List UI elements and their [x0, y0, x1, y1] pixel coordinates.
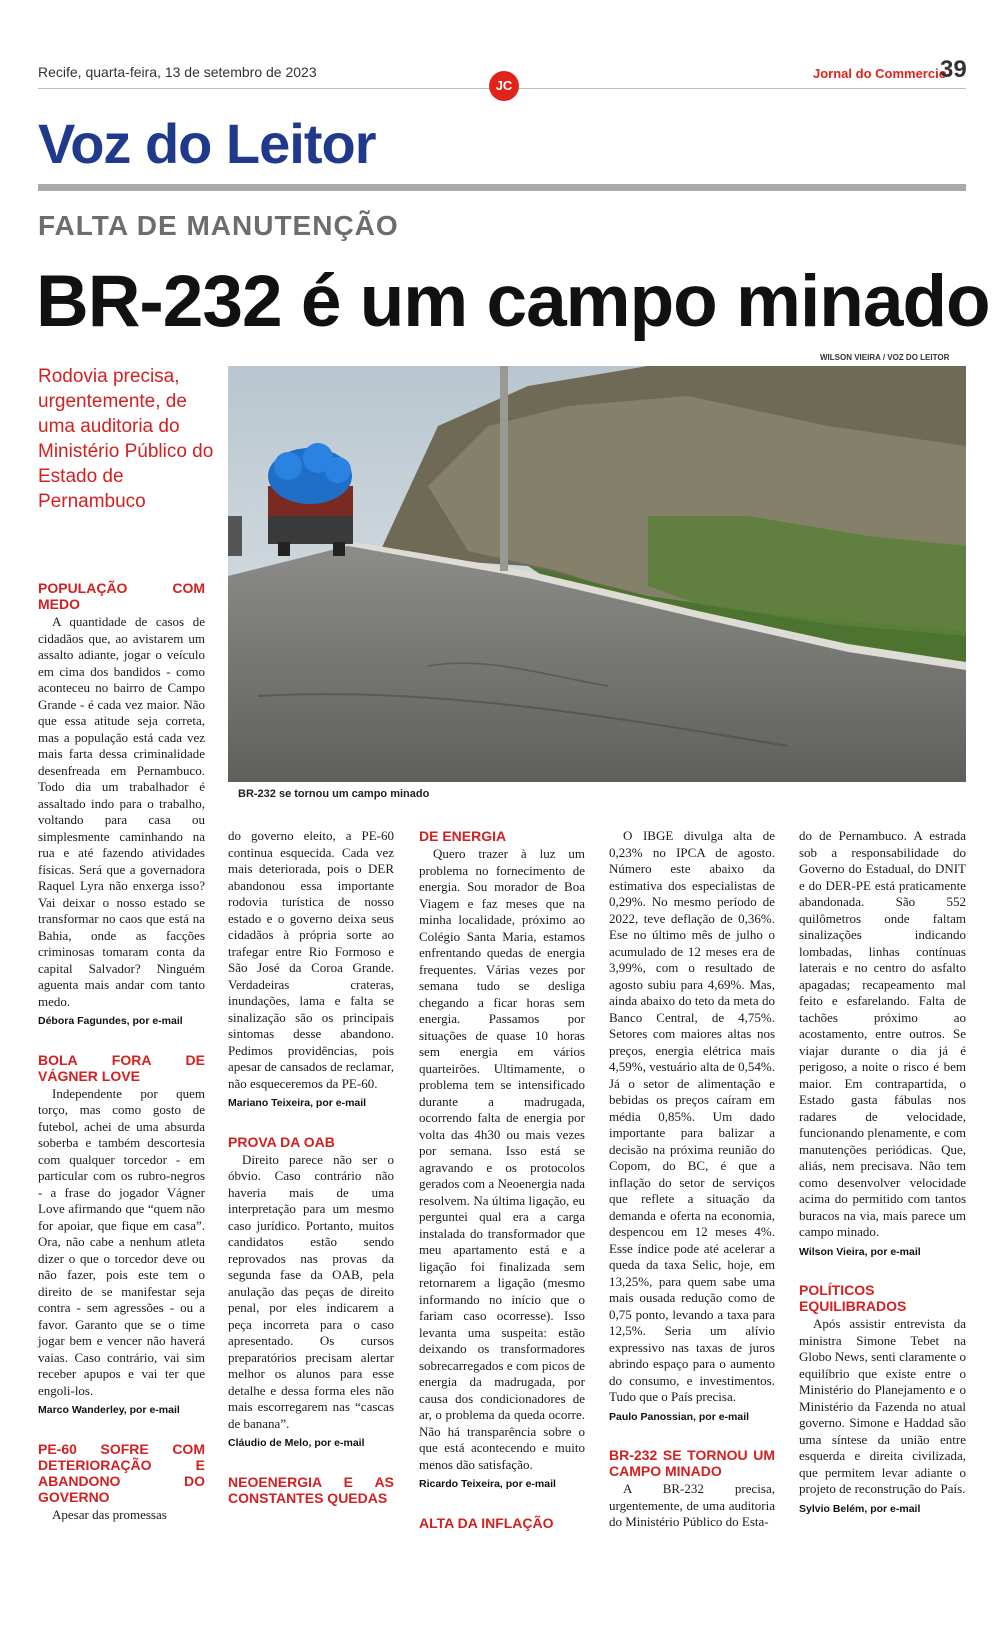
- letter-title-oab: PROVA DA OAB: [228, 1133, 335, 1150]
- section-title: Voz do Leitor: [38, 112, 376, 175]
- headline: BR-232 é um campo minado: [36, 261, 990, 342]
- subheadline: Rodovia precisa, urgentemente, de uma auditoria do Ministério Público do Estado de Pernambuco: [38, 366, 214, 512]
- section-divider: [38, 184, 966, 191]
- letter-body-oab: Direito parece não ser o óbvio. Caso contrário não haveria mais de uma interpretação para um mesmo caso jurídico. Portanto, muitos candidatos estão sendo reprovados nas provas da segunda fase da OAB, pela anulação das peças de direito penal, por eles indicarem a peça incorreta para o caso apresentado. Os cursos preparatórios precisam alertar melhor os alunos para esse detalhe e dessa forma eles não mais escorregarem nas “cascas de banana”.: [228, 1151, 394, 1431]
- letter-signature-neoenergia: Ricardo Teixeira, por e-mail: [419, 1478, 556, 1490]
- page-number: 39: [940, 56, 967, 83]
- letter-body-pe60-start: Apesar das promessas: [52, 1506, 167, 1522]
- letter-signature-politicos: Sylvio Belém, por e-mail: [799, 1502, 921, 1515]
- column-3: [419, 828, 585, 1533]
- letter-title-inflacao: ALTA DA INFLAÇÃO: [419, 1514, 554, 1531]
- road-photo-illustration: [228, 366, 966, 782]
- newspaper-name: Jornal do Commercio: [813, 66, 947, 81]
- letter-title-bola: BOLA FORA DE VÁGNER LOVE: [38, 1051, 205, 1084]
- column-4: [609, 828, 775, 1531]
- letter-signature-bola: Marco Wanderley, por e-mail: [38, 1404, 180, 1416]
- letter-signature-br232: Wilson Vieira, por e-mail: [799, 1245, 921, 1258]
- letter-body-inflacao: O IBGE divulga alta de 0,23% no IPCA de agosto. Número este abaixo da estimativa dos especialistas de 0,29%. No mesmo período de 2022, teve deflação de 0,36%. Ese no último mês de julho o acumulado de 12 meses era de 3,99%, com o resultado de agosto subiu para 4,69%. Mas, ainda abaixo do teto da meta do Banco Central, de 4,75%. Setores com maiores altas nos preços, energia elétrica mais 4,59%, vestuário alta de 0,54%. Já o setor de alimentação e bebidas os preços caíram em média 0,85%. Um dado importante para balizar a decisão na próxima reunião do Copom, do BC, é que a inflação do setor de serviços que reflete a situação da demanda e oferta na economia, despencou em 12 meses 4%. Esse índice pode até acelerar a queda da taxa Selic, hoje, em 13,25%, para quem sabe uma mais ousada redução como de 0,75 ponto, levando a taxa para 12,5%. Seria um alívio expressivo nas taxas de juros abrindo espaço para o aumento do consumo, e investimentos. Tudo que o País precisa.: [609, 828, 775, 1404]
- letter-title-neoenergia: NEOENERGIA E AS CONSTANTES QUEDAS: [228, 1473, 394, 1506]
- letter-title-br232: BR-232 SE TORNOU UM CAMPO MINADO: [609, 1447, 775, 1479]
- letter-body-br232-start: A BR-232 precisa, urgentemente, de uma auditoria do Ministério Público do Esta-: [609, 1481, 775, 1529]
- letter-body-bola: Independente por quem torço, mas como gosto de futebol, achei de uma absurda soberba e também descortesia com qualquer torcedor - em particular com os rubro-negros - a frase do jogador Vágner Love afirmando que “quem não for apoiar, que fique em casa”. Ora, não cabe a nenhum atleta dizer o que o torcedor deve ou não fazer, pois este tem o direito de se manifestar seja contra - sem agressões - ou a favor. Garanto que se o time jogar bem e vencer não haverá vaias. Caso contrário, vai sim receber apupos e vai ter que engoli-los.: [38, 1085, 205, 1398]
- jc-logo-icon: JC: [489, 71, 519, 101]
- kicker: FALTA DE MANUTENÇÃO: [38, 210, 399, 241]
- letter-body-neoenergia: Quero trazer à luz um problema no fornecimento de energia. Sou morador de Boa Viagem e faz meses que na minha localidade, próximo ao Colégio Santa Maria, estamos enfrentando quedas de energia frequentes. Várias vezes por semana tudo se desliga chegando a ficar horas sem energia. Passamos por situações de quase 10 horas sem energia em vários quarteirões. Ultimamente, o problema tem se intensificado durante a madrugada, ocorrendo falta de energia por volta das 4h30 ou mais vezes por semana. Isso está se agravando e os protocolos gerados com a Neoenergia nada resolvem. Na última ligação, eu perguntei qual era a carga instalada do transformador que meu apartamento está e a ligação foi finalizada sem retornarem a ligação (mesmo informando no início que o fariam caso ocorresse). Isso levanta uma suspeita: estão deixando os transformadores sobrecarregados e com picos de energia da madrugada, por causa dos condicionadores de ar, o problema da queda ocorre. Não há transparência sobre o que está acontecendo e muito menos dão satisfação.: [419, 846, 585, 1472]
- letter-body-politicos: Após assistir entrevista da ministra Simone Tebet na Globo News, senti claramente o equilíbrio que existe entre o Ministério do Planejamento e o Ministério da Fazenda no atual governo. Simone e Haddad são uma síntese da união entre esquerda e direita civilizada, que permitem levar adiante o projeto de reconstrução do País.: [799, 1316, 966, 1496]
- road-photo: [228, 366, 966, 782]
- letter-body-pe60-cont: do governo eleito, a PE-60 continua esquecida. Cada vez mais deteriorada, pois o DER abandonou essa importante rodovia turística de nosso estado e o governo deixa seus cidadãos à própria sorte ao trafegar entre Rio Formoso e São José da Coroa Grande. Verdadeiras crateras, inundações, lama e falta se sinalização são os principais sintomas desse abandono. Pedimos providências, pois apesar de cansados de reclamar, não esqueceremos da PE-60.: [228, 828, 394, 1091]
- letter-signature-inflacao: Paulo Panossian, por e-mail: [609, 1410, 750, 1423]
- letter-signature-oab: Cláudio de Melo, por e-mail: [228, 1437, 365, 1449]
- column-2: [228, 828, 394, 1508]
- letter-title-politicos: POLÍTICOS EQUILIBRADOS: [799, 1282, 907, 1314]
- photo-caption: BR-232 se tornou um campo minado: [238, 788, 430, 800]
- column-5: [799, 828, 966, 1517]
- letter-title-pe60: PE-60 SOFRE COM DETERIORAÇÃO E ABANDONO DO GOVERNO: [38, 1440, 205, 1505]
- letter-signature-pe60: Mariano Teixeira, por e-mail: [228, 1097, 367, 1109]
- letter-title-populacao: POPULAÇÃO COM MEDO: [38, 580, 205, 612]
- photo-credit: WILSON VIEIRA / VOZ DO LEITOR: [820, 353, 950, 362]
- edition-date: Recife, quarta-feira, 13 de setembro de 2023: [38, 64, 317, 80]
- letter-body-populacao: A quantidade de casos de cidadãos que, ao avistarem um assalto adiante, jogar o veículo em cima dos bandidos - como aconteceu no bairro de Campo Grande - é cada vez maior. Não que essa atitude seja correta, mas a população está cada vez mais farta dessa criminalidade desenfreada em Pernambuco. Todo dia um trabalhador é assaltado indo para o trabalho, voltando para casa ou simplesmente caminhando na rua e até fazendo atividades físicas. Será que a governadora Raquel Lyra não enxerga isso? Vai deixar o nosso estado se transformar no caos que está na Bahia, onde as facções criminosas tomaram conta da capital Salvador? Ninguém aguenta mais andar com tanto medo.: [38, 614, 205, 1009]
- letter-signature-populacao: Débora Fagundes, por e-mail: [38, 1015, 183, 1027]
- letter-body-br232-cont: do de Pernambuco. A estrada sob a responsabilidade do Governo do Estadual, do DNIT e do DER-PE está praticamente abandonada. São 552 quilômetros onde faltam sinalizações indicando lombadas, linhas contínuas laterais e no centro do asfalto apagadas; recapeamento mal feito e esfarelando. Falta de tachões próximo ao acostamento, entre outros. Se viajar durante o dia já é perigoso, a noite o risco é bem maior. Em contrapartida, o Estado gasta fábulas nos radares de velocidade, funcionando plenamente, e com manutenções periódicas. Que, aliás, nem precisava. Não tem como desenvolver velocidade acima do permitido com tantos buracos na via, mais parece um campo minado.: [799, 828, 966, 1239]
- letter-title-neoenergia-cont: DE ENERGIA: [419, 828, 507, 844]
- column-1: [38, 580, 205, 1523]
